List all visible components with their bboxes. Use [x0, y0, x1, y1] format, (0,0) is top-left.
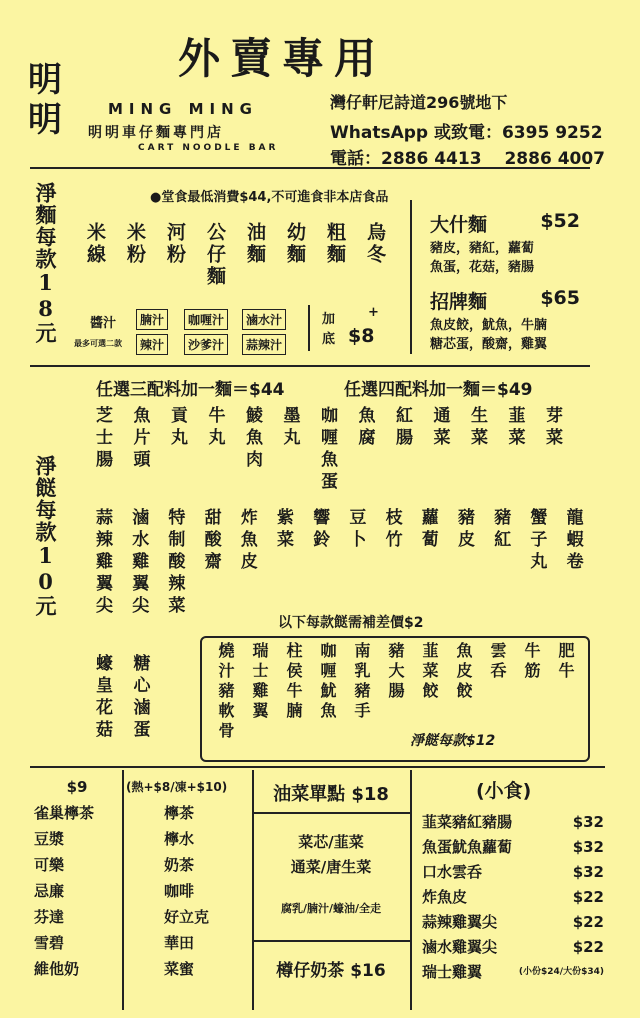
topping-item: 通菜: [429, 406, 450, 450]
topping-item: 枝竹: [381, 508, 402, 552]
snack-price: $32: [572, 838, 604, 856]
drinks-basic-price: $9: [66, 778, 88, 796]
topping-item: 豆卜: [345, 508, 366, 552]
drinks-hot-cold-header: (熱+$8/凍+$10): [126, 780, 228, 794]
toppings-side-label: 淨餸每款10元: [33, 455, 58, 617]
topping-item: 蟹子丸: [526, 508, 547, 574]
logo-english: MING MING: [108, 100, 258, 118]
divider: [252, 770, 254, 1010]
noodle-type: 公仔麵: [204, 222, 226, 288]
whatsapp-line: WhatsApp 或致電：6395 9252: [330, 123, 603, 143]
snacks-list: [422, 810, 604, 985]
snack-price: $22: [572, 913, 604, 931]
snack-row: [422, 885, 604, 910]
address: 灣仔軒尼詩道296號地下: [330, 93, 508, 112]
topping-item: 蘿蔔: [417, 508, 438, 552]
topping-item: 芽菜: [542, 406, 562, 450]
drink-item: 檸水: [164, 830, 195, 848]
snack-row: [422, 810, 604, 835]
sauce-note: 最多可選二款: [74, 339, 122, 348]
veg-section: [256, 780, 406, 806]
sauce-option: 辣汁: [136, 334, 168, 355]
milk-tea: 樽仔奶茶 $16: [276, 961, 386, 981]
topping-item: 甜酸齋: [200, 508, 221, 574]
noodle-type: 幼麵: [284, 222, 306, 266]
veg-options: [256, 830, 406, 916]
snack-price: $32: [572, 863, 604, 881]
snack-name: 炸魚皮: [422, 888, 468, 906]
drink-item: 華田: [164, 934, 195, 952]
drinks-basic: [34, 774, 120, 982]
special-name: 招牌麵: [430, 291, 488, 313]
extra-plus: +: [368, 305, 379, 320]
topping-item: 紅腸: [392, 406, 412, 450]
drink-item: 奶茶: [164, 856, 195, 874]
combo-three: 任選三配料加一麵＝$44: [96, 380, 285, 400]
drink-item: 咖啡: [164, 882, 195, 900]
veg-title: 油菜單點 $18: [273, 784, 389, 805]
veg-sauces: 腐乳/腩汁/蠔油/全走: [280, 902, 382, 915]
noodle-type: 米粉: [124, 222, 146, 266]
drink-item: 芬達: [34, 908, 65, 926]
sauce-option: 咖喱汁: [184, 309, 228, 330]
premium-item: 咖喱魷魚: [318, 642, 337, 722]
snack-price: $22: [572, 938, 604, 956]
special-ingredients: 魚皮餃，魷魚，牛腩: [430, 318, 548, 333]
special-price: $65: [540, 287, 580, 309]
drink-item: 菜蜜: [164, 960, 195, 978]
extra-base-label: 加底: [322, 312, 336, 347]
divider: [30, 766, 605, 768]
premium-price: 淨餸每款$12: [410, 733, 496, 749]
veg-line: 菜芯/韮菜: [298, 833, 364, 851]
special-1: [430, 210, 610, 275]
page-title: 外賣專用: [178, 34, 387, 83]
topping-item: 炸魚皮: [236, 508, 257, 574]
divider: [254, 940, 410, 942]
veg-line: 通菜/唐生菜: [290, 858, 372, 876]
premium-item: 韮菜餃: [420, 642, 439, 702]
drink-item: 雪碧: [34, 934, 65, 952]
topping-item: 鯪魚肉: [242, 406, 262, 472]
snack-name: 滷水雞翼尖: [422, 938, 498, 956]
drink-item: 忌廉: [34, 882, 65, 900]
premium-item: 柱侯牛腩: [284, 642, 303, 722]
divider: [410, 770, 412, 1010]
snack-row: [422, 935, 604, 960]
special-name: 大什麵: [430, 214, 488, 236]
combo-four: 任選四配料加一麵＝$49: [344, 380, 533, 400]
noodle-type: 河粉: [164, 222, 186, 266]
noodle-side-label: 淨麵每款18元: [33, 182, 58, 344]
logo-mark: 明明: [28, 60, 62, 140]
snack-row: [422, 860, 604, 885]
sauce-label: 醬汁: [90, 316, 117, 331]
premium-item: 豬大腸: [386, 642, 405, 702]
drink-item: 好立克: [164, 908, 210, 926]
premium-item: 瑞士雞翼: [250, 642, 269, 722]
dine-in-notice: ●堂食最低消費$44,不可進食非本店食品: [150, 190, 389, 205]
topping-item: 貢丸: [167, 406, 187, 450]
topping-item: 豬紅: [490, 508, 511, 552]
premium-item: 南乳豬手: [352, 642, 371, 722]
snack-price: $32: [572, 813, 604, 831]
logo-subtitle: CART NOODLE BAR: [138, 143, 279, 153]
topping-item: 蠔皇花菇: [92, 654, 112, 742]
drink-item: 檸茶: [164, 804, 195, 822]
sauce-option: 沙爹汁: [184, 334, 228, 355]
topping-item: 墨丸: [279, 406, 300, 450]
topping-item: 龍蝦卷: [562, 508, 583, 574]
special-2: [430, 287, 610, 352]
topping-item: 滷水雞翼尖: [128, 508, 149, 618]
snack-price: $22: [572, 888, 604, 906]
premium-item: 燒汁豬軟骨: [216, 642, 235, 742]
drink-item: 豆漿: [34, 830, 65, 848]
noodle-type: 烏冬: [364, 222, 386, 266]
sauce-option: 蒜辣汁: [242, 334, 286, 355]
snacks-title: (小食): [476, 780, 532, 802]
snack-name: 魚蛋魷魚蘿蔔: [422, 838, 513, 856]
special-ingredients: 魚蛋，花菇，豬腸: [430, 260, 535, 275]
special-ingredients: 糖芯蛋，酸齋，雞翼: [430, 337, 548, 352]
divider: [410, 200, 412, 354]
topping-item: 響鈴: [309, 508, 330, 552]
drinks-hot-cold: [126, 774, 250, 982]
topping-item: 特制酸辣菜: [164, 508, 185, 618]
special-price: $52: [540, 210, 580, 232]
sauce-option: 腩汁: [136, 309, 168, 330]
snack-name: 蒜辣雞翼尖: [422, 913, 498, 931]
topping-item: 糖心滷蛋: [129, 654, 150, 742]
drink-item: 可樂: [34, 856, 65, 874]
snack-name: 口水雲呑: [422, 863, 483, 881]
premium-item: 雲呑: [488, 642, 507, 682]
snack-name: 韮菜豬紅豬腸: [422, 813, 513, 831]
premium-item: 肥牛: [556, 642, 575, 682]
phone-line: 電話：2886 4413 2886 4007: [330, 149, 606, 169]
topping-item: 牛丸: [204, 406, 225, 450]
drink-item: 維他奶: [34, 960, 80, 978]
special-ingredients: 豬皮，豬紅，蘿蔔: [430, 241, 535, 256]
topping-item: 芝士腸: [92, 406, 112, 472]
premium-label: 以下每款餸需補差價$2: [278, 615, 424, 631]
topping-item: 豬皮: [454, 508, 474, 552]
divider: [254, 812, 410, 814]
premium-item: 牛筋: [522, 642, 541, 682]
extra-base-price: $8: [348, 325, 375, 347]
noodle-type: 米線: [84, 222, 106, 266]
topping-item: 紫菜: [273, 508, 293, 552]
snack-row: [422, 835, 604, 860]
topping-item: 生菜: [467, 406, 487, 450]
topping-item: 魚腐: [354, 406, 375, 450]
divider: [122, 770, 124, 1010]
topping-item: 蒜辣雞翼尖: [92, 508, 112, 618]
noodle-type: 粗麵: [324, 222, 346, 266]
snack-row: [422, 960, 604, 985]
sauce-option: 滷水汁: [242, 309, 286, 330]
topping-item: 魚片頭: [129, 406, 150, 472]
divider: [30, 167, 590, 169]
snack-name: 瑞士雞翼: [422, 963, 483, 981]
premium-item: 魚皮餃: [454, 642, 473, 702]
logo-chinese: 明明車仔麵專門店: [88, 125, 224, 141]
topping-item: 咖喱魚蛋: [317, 406, 337, 494]
snack-price: (小份$24/大份$34): [518, 967, 604, 977]
topping-item: 韮菜: [504, 406, 525, 450]
noodle-type: 油麵: [244, 222, 266, 266]
snack-row: [422, 910, 604, 935]
drink-item: 雀巢檸茶: [34, 804, 95, 822]
divider: [30, 365, 590, 367]
